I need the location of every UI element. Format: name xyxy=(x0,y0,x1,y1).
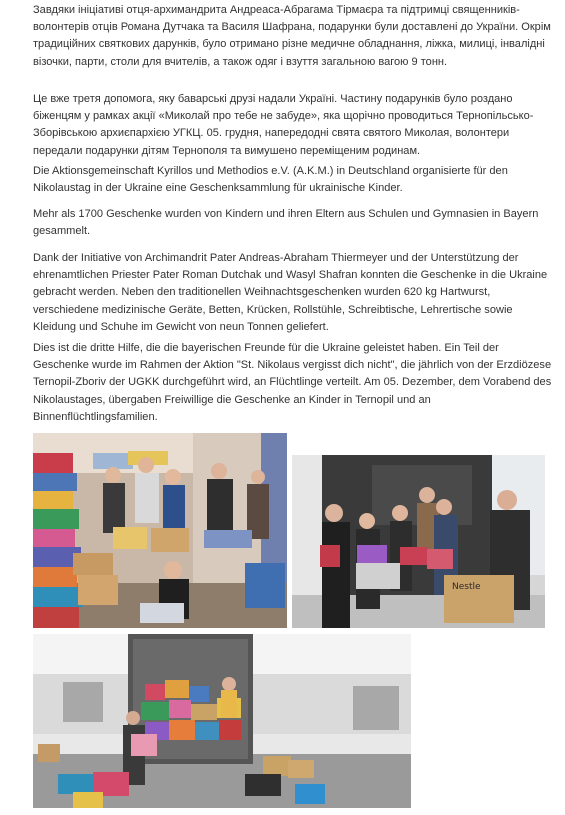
photo-volunteers-with-van xyxy=(292,455,545,628)
photo-children-with-gifts xyxy=(33,433,287,628)
paragraph-uk-2: Це вже третя допомога, яку баварські друзі надали Україні. Частину подарунків було роздано біженцям у рамках акції «Миколай про тебе не забуде», яка щорічно проводиться Тернопільсько-Зборівською архиєпархією УГКЦ. 05. грудня, напередодні свята святого Миколая, волонтери передали подарунки дітям Тернополя та вимушено переміщеним родинам. xyxy=(33,93,534,157)
paragraph-de-2: Mehr als 1700 Geschenke wurden von Kindern und ihren Eltern aus Schulen und Gymnasien in Bayern gesammelt. xyxy=(33,208,539,238)
paragraph-de-4: Dies ist die dritte Hilfe, die die bayerischen Freunde für die Ukraine geleistet haben. Ein Teil der Geschenke wurde im Rahmen der Aktion "St. Nikolaus vergisst dich nicht", die jährlich von der Erzdiözese Ternopil-Zboriv der UGKK durchgeführt wird, an Flüchtlinge verteilt. Am 05. Dezember, dem Vorabend des Nikolaustages, übergaben Freiwillige die Geschenke an Kinder in Ternopil und an Binnenflüchtlingsfamilien. xyxy=(33,342,552,423)
paragraph-de-1: Die Aktionsgemeinschaft Kyrillos und Methodios e.V. (A.K.M.) in Deutschland organisierte für den Nikolaustag in der Ukraine eine Geschenksammlung für ukrainische Kinder. xyxy=(33,165,508,195)
paragraph-de-3: Dank der Initiative von Archimandrit Pater Andreas-Abraham Thiermeyer und der Unterstützung der ehrenamtlichen Priester Pater Roman Dutchak und Wasyl Shafran konnten die Geschenke in die Ukraine gebracht werden. Neben den traditionellen Weihnachtsgeschenken wurden 620 kg Hartwurst, verschiedene medizinische Geräte, Betten, Krücken, Rollstühle, Schreibtische, Lehrertische sowie Kleidung und Schuhe im Gewicht von neun Tonnen geliefert. xyxy=(33,252,548,333)
box-label-nestle: Nestle xyxy=(452,582,481,592)
paragraph-uk-1: Завдяки ініціативі отця-архимандрита Андреаса-Абрагама Тірмаєра та підтримці священників-волонтерів отців Романа Дутчака та Василя Шафрана, подарунки були доставлені до України. Окрім традиційних святкових дарунків, було отримано різне медичне обладнання, ліжка, милиці, інвалідні візочки, парти, столи для вчителів, а також одяг і взуття загальною вагою 9 тонн. xyxy=(33,4,551,68)
photo-truck-unloading xyxy=(33,634,411,808)
